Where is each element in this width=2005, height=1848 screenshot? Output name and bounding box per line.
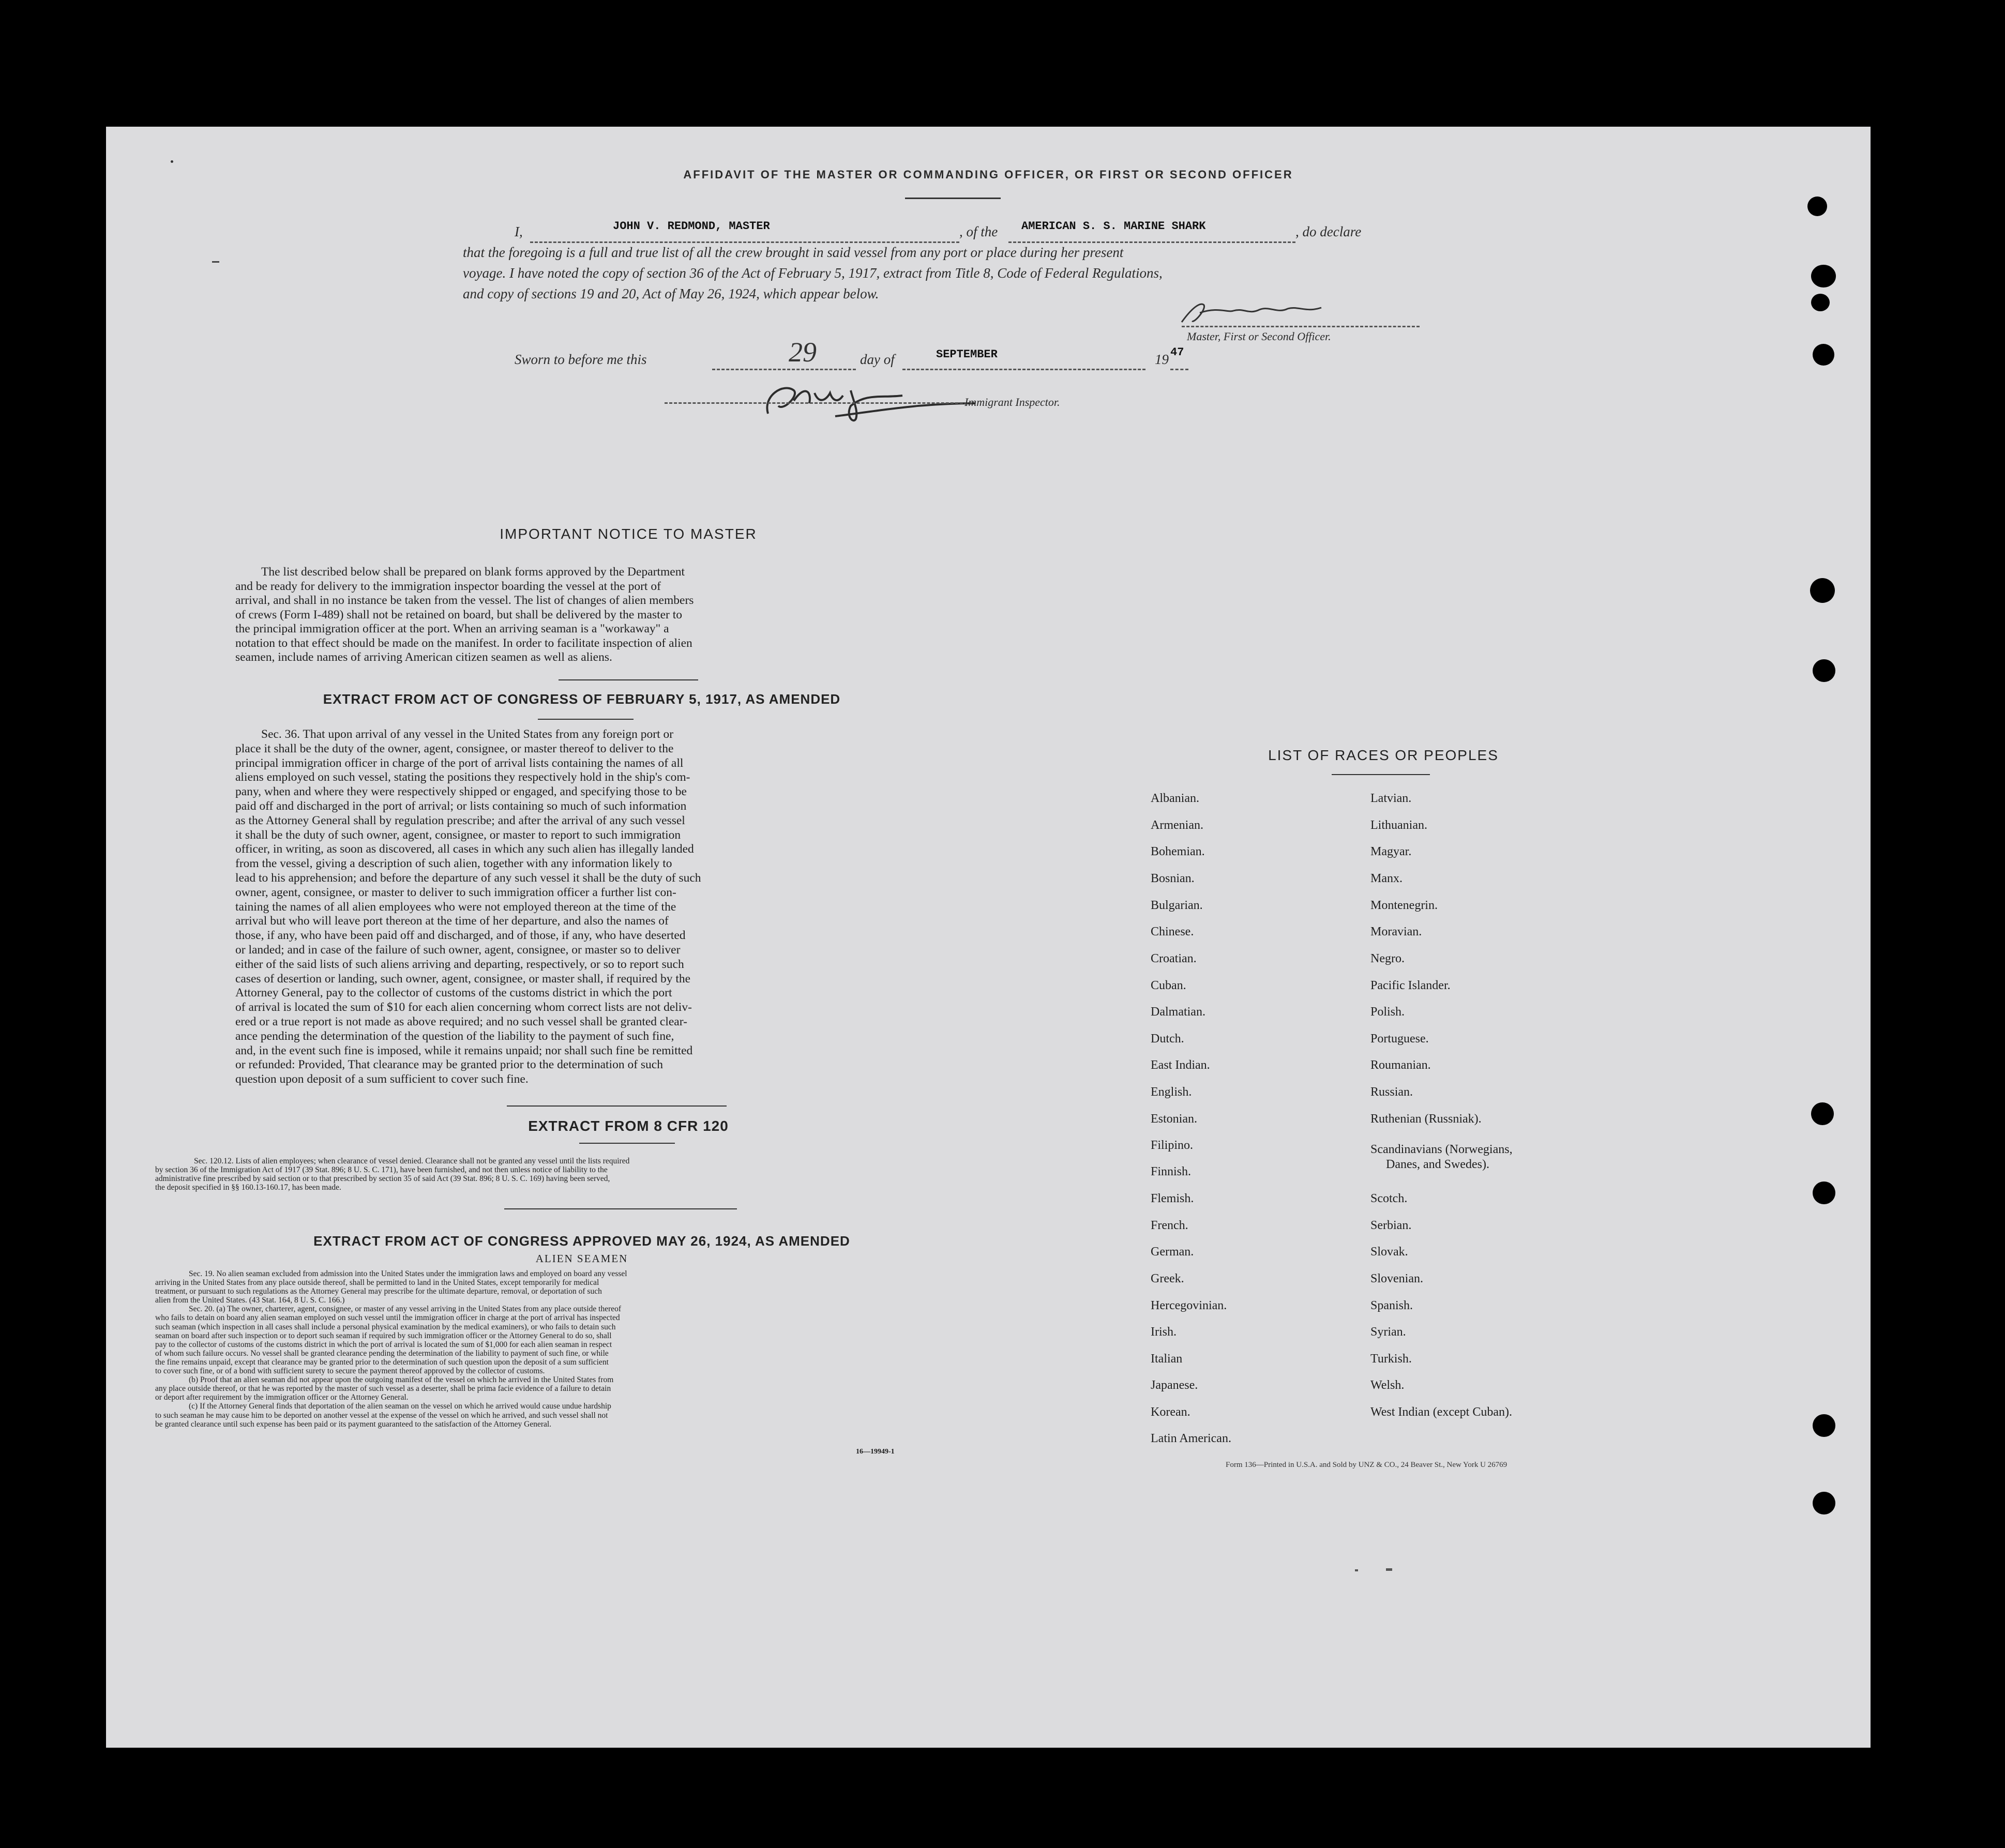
- race-right: Manx.: [1370, 872, 1403, 885]
- year-suffix: 47: [1170, 346, 1184, 359]
- race-left: Filipino.: [1151, 1139, 1194, 1152]
- extract-1924-line: be granted clearance until such expense has been paid or its payment guaranteed to the satisfaction of the Attorney General.: [155, 1419, 552, 1429]
- notice-line: the principal immigration officer at the port. When an arriving seaman is a "workaway" a: [235, 622, 669, 635]
- extract-1917-line: pany, when and where they were respectively shipped or engaged, and specifying those to be: [235, 785, 687, 799]
- extract-1924-line: or deport after requirement by the immigration officer or the Attorney General.: [155, 1393, 409, 1402]
- race-left: English.: [1151, 1085, 1192, 1099]
- race-left: Flemish.: [1151, 1192, 1194, 1205]
- races-rule: [1332, 774, 1430, 775]
- race-left: Albanian.: [1151, 792, 1199, 805]
- race-right: Russian.: [1370, 1085, 1413, 1099]
- master-name-line: [530, 241, 959, 243]
- race-right: Magyar.: [1370, 845, 1412, 858]
- sworn-day-handwritten: 29: [789, 337, 817, 368]
- year-line: [1170, 369, 1188, 370]
- extract-1917-rule: [538, 719, 634, 720]
- notice-text: [235, 565, 928, 665]
- extract-1924-title: EXTRACT FROM ACT OF CONGRESS APPROVED MAY 26, 1924, AS AMENDED: [313, 1233, 850, 1249]
- extract-1924-line: to cover such fine, or of a bond with sufficient surety to secure the payment thereof approved by the collector of customs.: [155, 1367, 545, 1376]
- race-right: Welsh.: [1370, 1379, 1405, 1392]
- affidavit-title: AFFIDAVIT OF THE MASTER OR COMMANDING OFFICER, OR FIRST OR SECOND OFFICER: [683, 168, 1293, 181]
- stray-mark: [1355, 1569, 1358, 1571]
- extract-1917-line: and, in the event such fine is imposed, while it remains unpaid; nor shall such fine be remitted: [235, 1043, 693, 1057]
- extract-cfr-rule: [579, 1143, 675, 1144]
- title-rule: [905, 198, 1001, 199]
- punch-hole: [1811, 294, 1830, 311]
- extract-1917-line: from the vessel, giving a description of such alien, together with any information likely to: [235, 857, 672, 871]
- race-left: French.: [1151, 1219, 1188, 1232]
- race-right: Negro.: [1370, 952, 1405, 965]
- race-right: Roumanian.: [1370, 1058, 1431, 1072]
- master-name-field: JOHN V. REDMOND, MASTER: [613, 220, 770, 233]
- punch-hole: [1813, 344, 1834, 366]
- race-right: Pacific Islander.: [1370, 979, 1451, 992]
- extract-cfr-end-rule: [504, 1208, 737, 1209]
- extract-cfr-text: [155, 1157, 962, 1192]
- extract-1924-line: pay to the collector of customs of the customs district in which the port of arrival is located the sum of $1,000 for each alien seaman in respect: [155, 1340, 612, 1349]
- extract-1924-line: seaman on board after such inspection or to deport such seaman if required by such immigration officer or the Attorney General to do so, shall: [155, 1331, 612, 1340]
- race-right: Serbian.: [1370, 1219, 1412, 1232]
- extract-1917-line: Sec. 36. That upon arrival of any vessel in the United States from any foreign port or: [261, 728, 674, 741]
- punch-hole: [1810, 578, 1835, 603]
- notice-rule: [559, 679, 698, 680]
- punch-hole: [1807, 196, 1827, 216]
- extract-1917-line: arrival but who will leave port thereon at the time of her departure, and also the names of: [235, 914, 669, 928]
- extract-1917-line: cases of desertion or landing, such owner, agent, consignee, or master shall, if required by the: [235, 972, 691, 986]
- extract-1924-line: alien from the United States. (43 Stat. 164, 8 U. S. C. 166.): [155, 1296, 345, 1305]
- extract-1924-line: (c) If the Attorney General finds that deportation of the alien seaman on the vessel on which he arrived would cause undue hardship: [189, 1402, 611, 1411]
- extract-1924-line: arriving in the United States from any place outside thereof, shall be permitted to land in the United States, except temporarily for medical: [155, 1278, 599, 1287]
- race-left: Japanese.: [1151, 1379, 1198, 1392]
- extract-1917-line: question upon deposit of a sum sufficient to cover such fine.: [235, 1072, 529, 1086]
- stray-mark: [1386, 1568, 1392, 1571]
- extract-1917-line: lead to his apprehension; and before the departure of any such vessel it shall be the duty of such: [235, 871, 701, 885]
- extract-1917-line: ance pending the determination of the question of the liability to the payment of such fine,: [235, 1029, 674, 1043]
- extract-1917-line: Attorney General, pay to the collector of customs of the customs district in which the port: [235, 986, 672, 1000]
- declaration-line-4: and copy of sections 19 and 20, Act of May 26, 1924, which appear below.: [463, 286, 879, 301]
- extract-cfr-line: the deposit specified in §§ 160.13-160.17, has been made.: [155, 1183, 341, 1192]
- extract-1924-line: Sec. 20. (a) The owner, charterer, agent, consignee, or master of any vessel arriving in the United States from any place outside thereof: [189, 1305, 622, 1314]
- extract-1917-line: ered or a true report is not made as above required; and no such vessel shall be granted clear-: [235, 1014, 687, 1028]
- race-left: Greek.: [1151, 1272, 1184, 1285]
- extract-1924-line: Sec. 19. No alien seaman excluded from admission into the United States under the immigration laws and employed on board any vessel: [189, 1269, 627, 1278]
- notice-line: of crews (Form I-489) shall not be retained on board, but shall be delivered by the master to: [235, 608, 683, 622]
- extract-1924-line: such seaman (which inspection in all cases shall include a personal physical examination by the medical examiners), or who fails to detain such: [155, 1322, 616, 1331]
- do-declare-text: , do declare: [1295, 224, 1362, 239]
- extract-1917-text: [235, 728, 928, 1087]
- race-left: Irish.: [1151, 1325, 1177, 1339]
- race-right: Danes, and Swedes).: [1386, 1158, 1489, 1171]
- extract-cfr-line: Sec. 120.12. Lists of alien employees; when clearance of vessel denied. Clearance shall not be granted any vessel until the lists required: [194, 1157, 630, 1165]
- inspector-signature: [747, 370, 985, 427]
- notice-line: arrival, and shall in no instance be taken from the vessel. The list of changes of alien members: [235, 594, 694, 607]
- extract-1924-subtitle: ALIEN SEAMEN: [535, 1252, 628, 1265]
- race-left: Finnish.: [1151, 1165, 1192, 1178]
- notice-title: IMPORTANT NOTICE TO MASTER: [500, 526, 757, 542]
- race-right: Syrian.: [1370, 1325, 1406, 1339]
- extract-1924-text: [155, 1269, 962, 1429]
- vessel-line: [1008, 241, 1295, 243]
- race-right: West Indian (except Cuban).: [1370, 1405, 1512, 1419]
- punch-hole: [1813, 659, 1835, 682]
- master-signature: [1171, 297, 1347, 328]
- inspector-signature-line: [665, 402, 972, 404]
- extract-1917-line: paid off and discharged in the port of arrival; or lists containing so much of such information: [235, 799, 687, 813]
- punch-hole: [1813, 1414, 1835, 1437]
- race-right: Montenegrin.: [1370, 899, 1438, 912]
- extract-1924-line: of whom such failure occurs. No vessel shall be granted clearance pending the determination of the liability to payment of such fine, or while: [155, 1349, 609, 1358]
- day-of-text: day of: [860, 352, 895, 367]
- race-right: Moravian.: [1370, 925, 1422, 938]
- extract-1924-line: to such seaman he may cause him to be deported on another vessel at the expense of the vessel on which he arrived, and such vessel shall not: [155, 1411, 608, 1420]
- race-right: Portuguese.: [1370, 1032, 1429, 1046]
- punch-hole: [1811, 1102, 1834, 1125]
- race-left: Estonian.: [1151, 1112, 1197, 1126]
- extract-1917-line: or refunded: Provided, That clearance may be granted prior to the determination of such: [235, 1058, 663, 1072]
- extract-1917-line: those, if any, who have been paid off and discharged, and of those, if any, who have deserted: [235, 929, 686, 943]
- sworn-month-field: SEPTEMBER: [936, 348, 998, 361]
- extract-1917-line: either of the said lists of such aliens arriving and departing, respectively, or so to report such: [235, 957, 684, 971]
- master-signature-line: [1182, 326, 1420, 327]
- extract-1917-line: principal immigration officer in charge of the port of arrival lists containing the names of all: [235, 756, 684, 770]
- notice-line: and be ready for delivery to the immigration inspector boarding the vessel at the port of: [235, 579, 661, 593]
- extract-1917-line: taining the names of all alien employees who were not employed thereon at the time of the: [235, 900, 676, 914]
- race-left: Croatian.: [1151, 952, 1197, 965]
- race-right: Lithuanian.: [1370, 819, 1427, 832]
- stray-mark: [171, 160, 173, 163]
- race-right: Ruthenian (Russniak).: [1370, 1112, 1482, 1126]
- pre-name-text: I,: [515, 224, 523, 239]
- race-left: Armenian.: [1151, 819, 1203, 832]
- race-left: Dutch.: [1151, 1032, 1184, 1046]
- races-title: LIST OF RACES OR PEOPLES: [1268, 747, 1499, 763]
- stray-mark: [212, 261, 219, 263]
- inspector-caption: Immigrant Inspector.: [964, 396, 1060, 408]
- extract-1924-line: the fine remains unpaid, except that clearance may be granted prior to the determination of such question upon the deposit of a sum sufficient: [155, 1357, 609, 1367]
- race-left: Korean.: [1151, 1405, 1190, 1419]
- extract-1917-line: as the Attorney General shall by regulation prescribe; and after the arrival of any such vessel: [235, 813, 685, 827]
- race-right: Scandinavians (Norwegians,: [1370, 1143, 1513, 1156]
- notice-line: seamen, include names of arriving American citizen seamen as well as aliens.: [235, 650, 612, 664]
- race-left: Bosnian.: [1151, 872, 1195, 885]
- punch-hole: [1813, 1492, 1835, 1514]
- extract-1917-line: or landed; and in case of the failure of such owner, agent, consignee, or master so to deliver: [235, 943, 681, 957]
- race-right: Slovenian.: [1370, 1272, 1423, 1285]
- master-caption: Master, First or Second Officer.: [1187, 330, 1331, 343]
- extract-1924-line: who fails to detain on board any alien seaman employed on such vessel until the immigration officer in charge at the port of arrival has inspected: [155, 1313, 620, 1323]
- sworn-label: Sworn to before me this: [515, 352, 647, 367]
- race-left: German.: [1151, 1245, 1194, 1259]
- race-right: Polish.: [1370, 1005, 1405, 1019]
- extract-cfr-line: administrative fine prescribed by said section or to that prescribed by section 35 of said Act (39 Stat. 896; 8 U. S. C. 169) having been served,: [155, 1174, 610, 1183]
- extract-1917-end-rule: [507, 1105, 727, 1107]
- form-footer: Form 136—Printed in U.S.A. and Sold by UNZ & CO., 24 Beaver St., New York U 26769: [1226, 1461, 1507, 1469]
- extract-1917-line: owner, agent, consignee, or master to deliver to such immigration officer a further list con-: [235, 885, 676, 899]
- race-right: Spanish.: [1370, 1299, 1413, 1312]
- extract-1917-line: it shall be the duty of such owner, agent, consignee, or master to report to such immigration: [235, 828, 681, 842]
- punch-hole: [1813, 1181, 1835, 1204]
- notice-line: The list described below shall be prepared on blank forms approved by the Department: [261, 565, 685, 579]
- vessel-name-field: AMERICAN S. S. MARINE SHARK: [1021, 220, 1206, 233]
- race-left: Dalmatian.: [1151, 1005, 1205, 1019]
- extract-1917-line: place it shall be the duty of the owner, agent, consignee, or master thereof to deliver to the: [235, 741, 674, 755]
- extract-cfr-title: EXTRACT FROM 8 CFR 120: [528, 1118, 729, 1134]
- notice-line: notation to that effect should be made on the manifest. In order to facilitate inspection of alien: [235, 636, 692, 650]
- race-left: Bulgarian.: [1151, 899, 1203, 912]
- year-prefix: 19: [1155, 352, 1169, 367]
- race-left: Bohemian.: [1151, 845, 1205, 858]
- race-right: Turkish.: [1370, 1352, 1412, 1366]
- extract-1924-line: any place outside thereof, or that he was reported by the master of such vessel as a deserter, shall be prima facie evidence of a failure to detain: [155, 1384, 611, 1393]
- race-right: Slovak.: [1370, 1245, 1408, 1259]
- extract-1917-line: officer, in writing, as soon as discovered, all cases in which any such alien has illegally landed: [235, 842, 694, 856]
- declaration-line-2: that the foregoing is a full and true list of all the crew brought in said vessel from any port or place during her present: [463, 245, 1124, 260]
- extract-1924-line: (b) Proof that an alien seaman did not appear upon the outgoing manifest of the vessel on which he arrived in the United States from: [189, 1375, 614, 1385]
- extract-1917-line: aliens employed on such vessel, stating the positions they respectively hold in the ship's com-: [235, 770, 690, 784]
- of-the-text: , of the: [959, 224, 998, 239]
- declaration-line-3: voyage. I have noted the copy of section 36 of the Act of February 5, 1917, extract from Title 8, Code of Federal Regulations,: [463, 265, 1163, 281]
- extract-1917-line: of arrival is located the sum of $10 for each alien concerning whom correct lists are not deliv-: [235, 1001, 692, 1014]
- race-left: Cuban.: [1151, 979, 1186, 992]
- extract-cfr-line: by section 36 of the Immigration Act of 1917 (39 Stat. 896; 8 U. S. C. 171), have been furnished, and not then unless notice of liability to the: [155, 1165, 608, 1174]
- race-left: Italian: [1151, 1352, 1183, 1366]
- extract-1924-code: 16—19949-1: [856, 1448, 895, 1456]
- race-left: East Indian.: [1151, 1058, 1210, 1072]
- race-right: Scotch.: [1370, 1192, 1408, 1205]
- race-left: Hercegovinian.: [1151, 1299, 1227, 1312]
- document-page: [106, 127, 1871, 1748]
- race-left: Chinese.: [1151, 925, 1194, 938]
- punch-hole: [1811, 265, 1836, 287]
- extract-1924-line: treatment, or pursuant to such regulations as the Attorney General may prescribe for the ultimate departure, removal, or deportation of such: [155, 1287, 602, 1296]
- extract-1917-title: EXTRACT FROM ACT OF CONGRESS OF FEBRUARY 5, 1917, AS AMENDED: [323, 691, 841, 707]
- race-right: Latvian.: [1370, 792, 1412, 805]
- race-left: Latin American.: [1151, 1432, 1231, 1445]
